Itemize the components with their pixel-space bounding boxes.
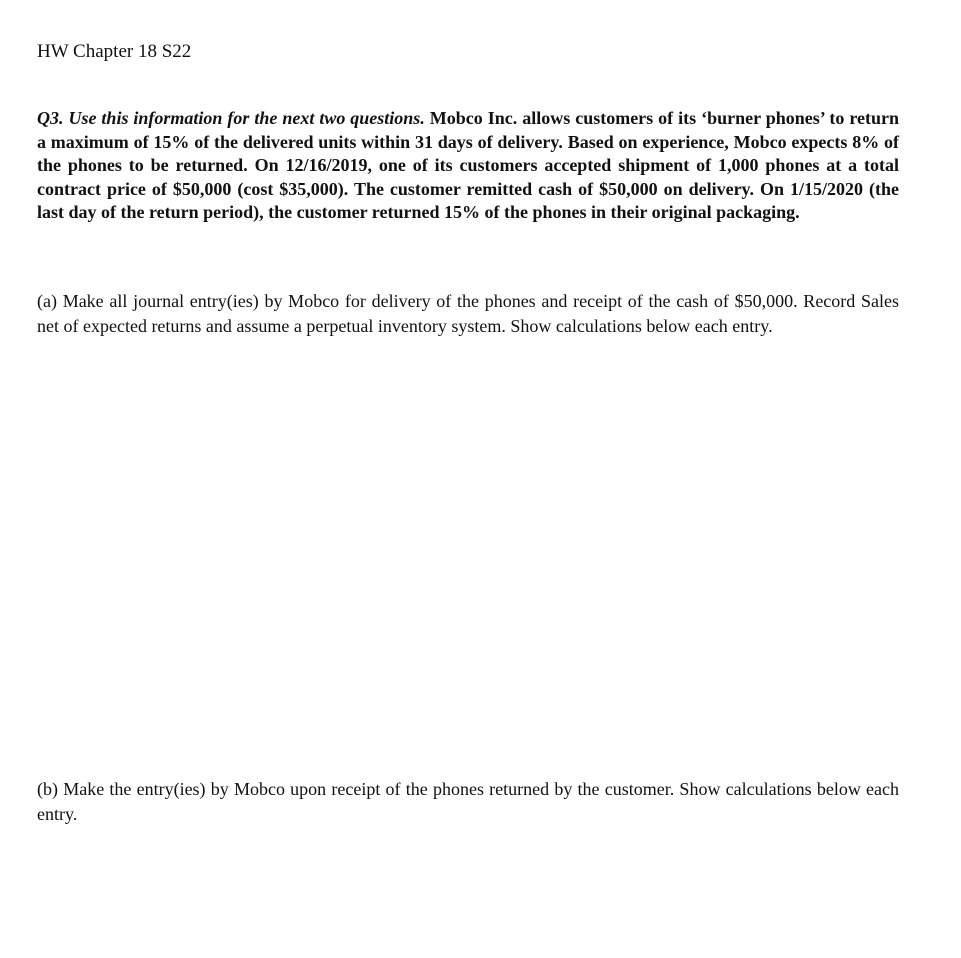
question-body: Mobco Inc. allows customers of its ‘burner phones’ to return a maximum of 15% of the delivered units within 31 days of delivery. Based on experience, Mobco expects 8% of the phones to be returned. On 12/16/2019, one of its customers accepted shipment of 1,000 phones at a total contract price of $50,000 (cost $35,000). The customer remitted cash of $50,000 on delivery. On 1/15/2020 (the last day of the return period), the customer returned 15% of the phones in their original packaging. xyxy=(37,108,899,222)
part-b-answer-area xyxy=(37,835,899,945)
part-a-prompt: (a) Make all journal entry(ies) by Mobco for delivery of the phones and receipt of the cash of $50,000. Record Sales net of expected returns and assume a perpetual inventory system. Show calculations below each entry. xyxy=(37,291,899,336)
question-label: Q3. xyxy=(37,108,64,128)
part-a-answer-area xyxy=(37,370,899,760)
question-lead xyxy=(37,108,425,128)
question-prompt xyxy=(37,107,899,225)
question-lead-text: Use this information for the next two questions. xyxy=(68,108,425,128)
part-b-prompt: (b) Make the entry(ies) by Mobco upon receipt of the phones returned by the customer. Show calculations below each entry. xyxy=(37,779,899,824)
document-title: HW Chapter 18 S22 xyxy=(37,41,192,62)
